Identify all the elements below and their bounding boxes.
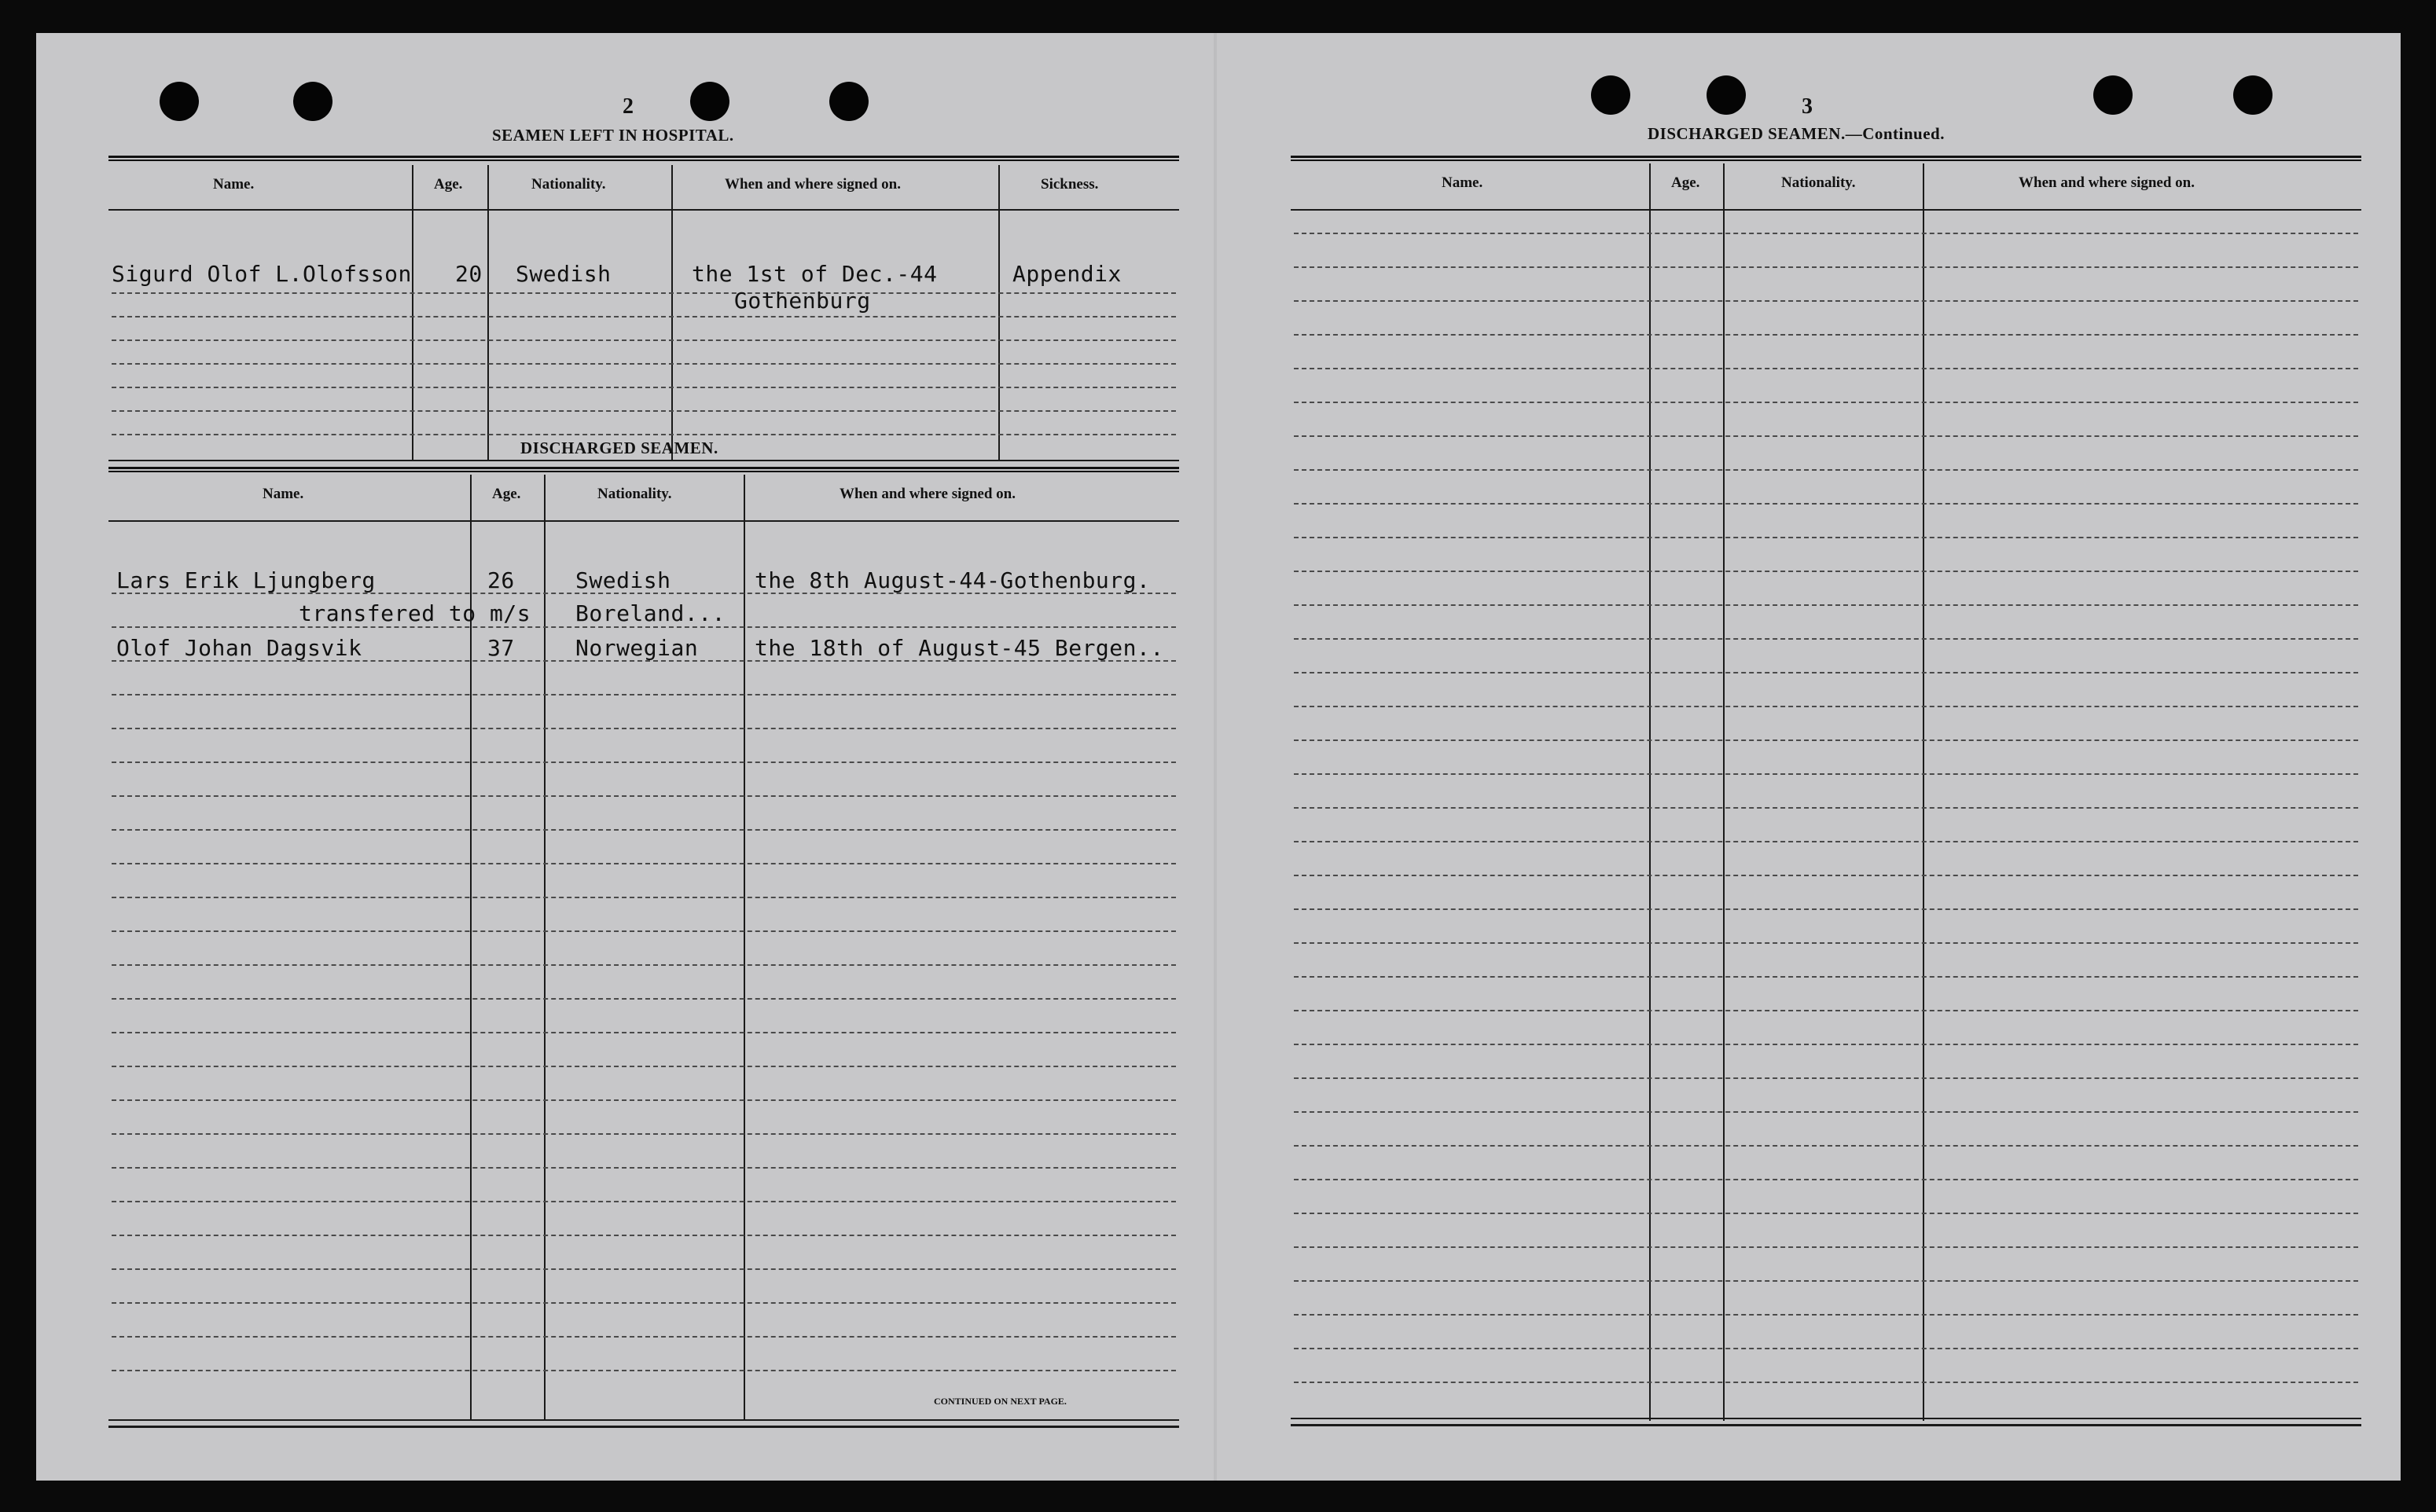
ruled-line (112, 1201, 1176, 1202)
ruled-line (1294, 1077, 2358, 1079)
ruled-line (112, 829, 1176, 831)
ruled-line (1294, 1179, 2358, 1180)
ruled-line (1294, 1246, 2358, 1248)
discharged-signed-on: the 8th August-44-Gothenburg. (755, 567, 1151, 593)
column-divider (412, 165, 413, 461)
hospital-signed-on-place: Gothenburg (734, 288, 871, 314)
ruled-line (112, 930, 1176, 932)
ruled-line (1294, 976, 2358, 978)
ruled-line (1294, 469, 2358, 471)
punch-hole (293, 82, 333, 121)
discharged-name: Lars Erik Ljungberg (116, 567, 376, 593)
ruled-line (112, 626, 1176, 628)
ruled-line (1294, 807, 2358, 809)
header-rule (1291, 209, 2361, 211)
header-rule (108, 209, 1179, 211)
column-divider (1923, 163, 1924, 1421)
punch-hole (829, 82, 869, 121)
column-divider (671, 165, 673, 461)
hospital-signed-on: the 1st of Dec.-44 (692, 261, 938, 287)
ruled-line (112, 1167, 1176, 1169)
table-bottom-rule (108, 460, 1179, 461)
discharged-age: 26 (487, 567, 515, 593)
ruled-line (112, 1268, 1176, 1270)
discharged-name: Olof Johan Dagsvik (116, 635, 362, 661)
ruled-line (1294, 402, 2358, 403)
ruled-line (1294, 942, 2358, 944)
ruled-line (1294, 435, 2358, 437)
page-number: 2 (623, 94, 634, 119)
ruled-line (112, 1099, 1176, 1101)
ruled-line (1294, 300, 2358, 302)
ruled-line (1294, 334, 2358, 336)
ruled-line (1294, 1145, 2358, 1147)
ruled-line (112, 762, 1176, 763)
column-divider (487, 165, 489, 461)
ruled-line (112, 694, 1176, 695)
ruled-line (112, 292, 1176, 294)
ruled-line (112, 1336, 1176, 1338)
punch-hole (690, 82, 729, 121)
ruled-line (112, 795, 1176, 797)
column-header-age: Age. (492, 486, 521, 502)
column-header-age: Age. (1671, 174, 1700, 191)
column-divider (1649, 163, 1651, 1421)
ruled-line (1294, 368, 2358, 369)
column-header-name: Name. (263, 486, 304, 502)
column-header-signed-on: When and where signed on. (725, 176, 902, 193)
ruled-line (1294, 537, 2358, 538)
table-top-rule (108, 156, 1179, 161)
hospital-age: 20 (455, 261, 483, 287)
column-header-nationality: Nationality. (531, 176, 606, 193)
column-divider (544, 475, 546, 1421)
ruled-line (112, 363, 1176, 365)
continued-footer: CONTINUED ON NEXT PAGE. (934, 1396, 1067, 1407)
column-header-sickness: Sickness. (1041, 176, 1099, 193)
ruled-line (1294, 1280, 2358, 1282)
table-bottom-rule (108, 1426, 1179, 1428)
punch-hole (160, 82, 199, 121)
ruled-line (112, 1133, 1176, 1135)
section-title-hospital: SEAMEN LEFT IN HOSPITAL. (492, 126, 734, 145)
document-sheet (36, 33, 2401, 1481)
ruled-line (1294, 672, 2358, 673)
table-bottom-rule (1291, 1418, 2361, 1419)
ruled-line (1294, 841, 2358, 842)
punch-hole (2093, 75, 2133, 115)
hospital-nationality: Swedish (516, 261, 612, 287)
ruled-line (112, 998, 1176, 1000)
section-title-discharged-continued: DISCHARGED SEAMEN.—Continued. (1648, 124, 1945, 143)
punch-hole (2233, 75, 2272, 115)
ruled-line (1294, 638, 2358, 640)
column-header-nationality: Nationality. (1781, 174, 1856, 191)
ruled-line (1294, 875, 2358, 876)
hospital-sickness: Appendix (1012, 261, 1122, 287)
column-divider (744, 475, 745, 1421)
ruled-line (112, 863, 1176, 864)
column-header-signed-on: When and where signed on. (840, 486, 1016, 502)
ruled-line (112, 1302, 1176, 1304)
discharged-age: 37 (487, 635, 515, 661)
hospital-name: Sigurd Olof L.Olofsson (112, 261, 412, 287)
discharged-vessel: Boreland... (575, 600, 726, 626)
ruled-line (112, 316, 1176, 317)
discharged-signed-on: the 18th of August-45 Bergen.. (755, 635, 1164, 661)
ruled-line (1294, 1213, 2358, 1214)
ruled-line (112, 1235, 1176, 1236)
ruled-line (1294, 604, 2358, 606)
ruled-line (112, 387, 1176, 388)
ruled-line (112, 434, 1176, 435)
ruled-line (112, 728, 1176, 729)
ruled-line (1294, 1111, 2358, 1113)
ruled-line (1294, 1382, 2358, 1383)
table-bottom-rule (108, 1419, 1179, 1421)
punch-hole (1591, 75, 1630, 115)
discharged-nationality: Swedish (575, 567, 671, 593)
page-number: 3 (1802, 94, 1813, 119)
ruled-line (1294, 739, 2358, 741)
column-header-age: Age. (434, 176, 463, 193)
right-page (1215, 33, 2401, 1481)
table-top-rule (1291, 156, 2361, 161)
ruled-line (1294, 571, 2358, 572)
ruled-line (112, 1032, 1176, 1033)
ruled-line (112, 1370, 1176, 1371)
ruled-line (112, 1066, 1176, 1067)
column-header-signed-on: When and where signed on. (2019, 174, 2195, 191)
ruled-line (1294, 1348, 2358, 1349)
table-bottom-rule (1291, 1424, 2361, 1426)
ruled-line (1294, 773, 2358, 775)
ruled-line (112, 339, 1176, 341)
ruled-line (1294, 1314, 2358, 1316)
column-header-name: Name. (1442, 174, 1483, 191)
column-header-nationality: Nationality. (597, 486, 672, 502)
column-divider (998, 165, 1000, 461)
punch-hole (1707, 75, 1746, 115)
table-top-rule (108, 467, 1179, 472)
discharged-note: transfered to m/s (299, 600, 531, 626)
ruled-line (1294, 1044, 2358, 1045)
left-page (36, 33, 1215, 1481)
ruled-line (1294, 1010, 2358, 1011)
ruled-line (1294, 233, 2358, 234)
discharged-nationality: Norwegian (575, 635, 699, 661)
ruled-line (112, 410, 1176, 412)
ruled-line (1294, 266, 2358, 268)
ruled-line (1294, 706, 2358, 707)
column-divider (1723, 163, 1725, 1421)
ruled-line (1294, 503, 2358, 505)
ruled-line (1294, 908, 2358, 910)
ruled-line (112, 964, 1176, 966)
section-title-discharged: DISCHARGED SEAMEN. (520, 439, 718, 457)
column-header-name: Name. (213, 176, 255, 193)
ruled-line (112, 897, 1176, 898)
header-rule (108, 520, 1179, 522)
